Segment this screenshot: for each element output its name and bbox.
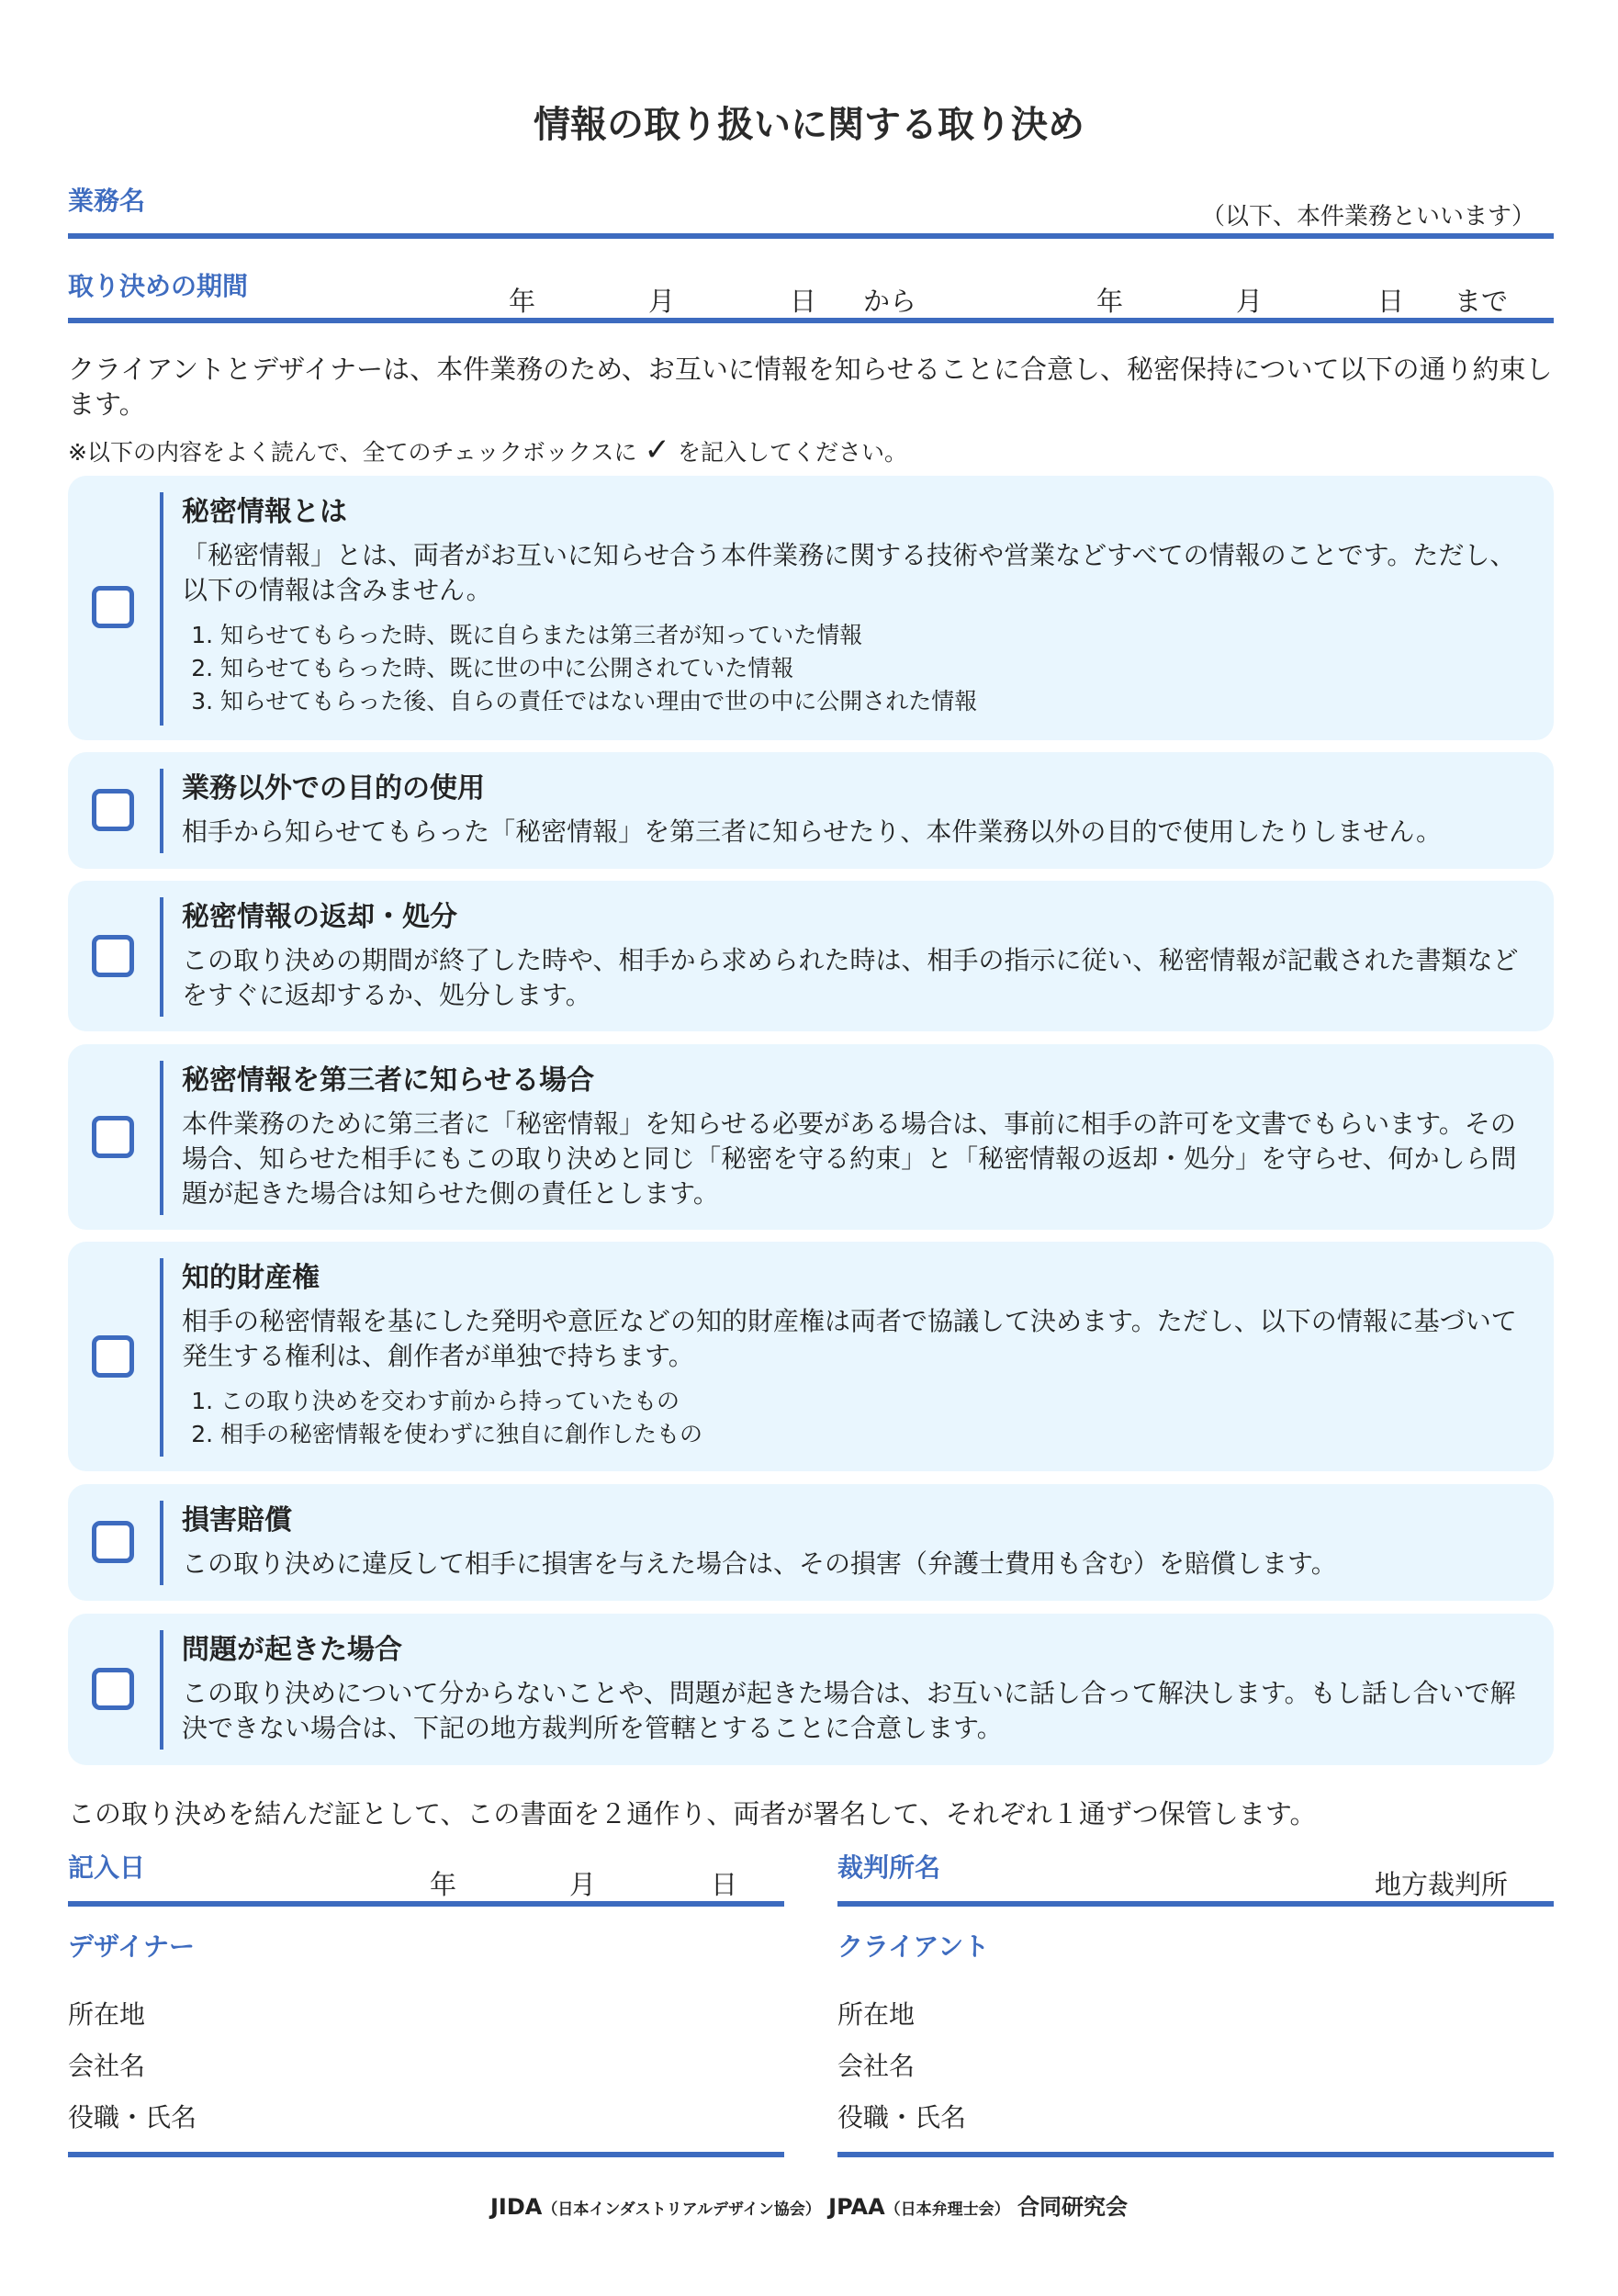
section-title: 業務以外での目的の使用 — [182, 772, 485, 805]
footer-jida-full: （日本インダストリアルデザイン協会） — [542, 2200, 821, 2219]
section-list — [182, 619, 1535, 718]
section-divider — [160, 897, 163, 1017]
client-label: クライアント — [837, 1931, 990, 1962]
list-item: 2. 知らせてもらった時、既に世の中に公開されていた情報 — [220, 652, 1535, 685]
section-card-damages — [68, 1484, 1554, 1601]
instruction-after: を記入してください。 — [677, 439, 907, 466]
section-divider — [160, 1258, 163, 1457]
client-company-label: 会社名 — [837, 2051, 916, 2081]
checkbox-damages[interactable] — [92, 1521, 134, 1563]
check-mark-icon: ✓ — [644, 432, 670, 468]
checkbox-confidential-info[interactable] — [92, 586, 134, 628]
period-row[interactable] — [68, 264, 1554, 323]
period-end-month: 月 — [1236, 286, 1264, 317]
period-end-year: 年 — [1096, 286, 1124, 317]
period-until: まで — [1455, 286, 1509, 317]
client-name-label: 役職・氏名 — [837, 2102, 967, 2133]
list-item: 1. この取り決めを交わす前から持っていたもの — [220, 1385, 1535, 1418]
section-body: 「秘密情報」とは、両者がお互いに知らせ合う本件業務に関する技術や営業などすべての情報のことです。ただし、以下の情報は含みません。 — [182, 540, 1516, 605]
footer-jpaa: JPAA — [828, 2194, 885, 2220]
section-title: 秘密情報とは — [182, 496, 347, 528]
period-from: から — [863, 286, 917, 317]
checkbox-third-party[interactable] — [92, 1116, 134, 1158]
section-divider — [160, 1061, 163, 1215]
section-title: 秘密情報の返却・処分 — [182, 901, 457, 933]
designer-label: デザイナー — [68, 1931, 196, 1962]
list-item: 3. 知らせてもらった後、自らの責任ではない理由で世の中に公開された情報 — [220, 685, 1535, 718]
period-start-year: 年 — [509, 286, 536, 317]
instruction-before: ※以下の内容をよく読んで、全てのチェックボックスに — [68, 439, 637, 466]
court-row[interactable] — [837, 1846, 1554, 1907]
instruction — [68, 432, 1554, 468]
section-title: 問題が起きた場合 — [182, 1634, 402, 1666]
designer-name-label: 役職・氏名 — [68, 2102, 197, 2133]
section-card-disputes — [68, 1614, 1554, 1765]
section-card-confidential-info — [68, 476, 1554, 740]
court-suffix: 地方裁判所 — [1374, 1869, 1508, 1900]
section-card-third-party — [68, 1044, 1554, 1230]
section-card-non-business-use — [68, 752, 1554, 869]
period-start-month: 月 — [648, 286, 676, 317]
entry-date-label: 記入日 — [68, 1852, 146, 1883]
list-item: 1. 知らせてもらった時、既に自らまたは第三者が知っていた情報 — [220, 619, 1535, 652]
section-divider — [160, 1501, 163, 1585]
entry-date-year: 年 — [430, 1869, 457, 1900]
section-body: 本件業務のために第三者に「秘密情報」を知らせる必要がある場合は、事前に相手の許可を文書でもらいます。その場合、知らせた相手にもこの取り決めと同じ「秘密を守る約束」と「秘密情報の返却・処分」を守らせ、何かしら問題が起きた場合は知らせた側の責任とします。 — [182, 1109, 1517, 1209]
list-item: 2. 相手の秘密情報を使わずに独自に創作したもの — [220, 1418, 1535, 1451]
period-start-day: 日 — [790, 286, 817, 317]
section-body: この取り決めの期間が終了した時や、相手から求められた時は、相手の指示に従い、秘密情報が記載された書類などをすぐに返却するか、処分します。 — [182, 945, 1519, 1010]
checkbox-non-business-use[interactable] — [92, 789, 134, 831]
entry-date-month: 月 — [569, 1869, 597, 1900]
section-list — [182, 1385, 1535, 1451]
designer-company-label: 会社名 — [68, 2051, 146, 2081]
business-name-row[interactable] — [68, 179, 1554, 239]
footer-jida: JIDA — [490, 2194, 543, 2220]
section-divider — [160, 1630, 163, 1750]
checkbox-return-disposal[interactable] — [92, 935, 134, 977]
section-card-intellectual-property — [68, 1242, 1554, 1471]
section-body: この取り決めについて分からないことや、問題が起きた場合は、お互いに話し合って解決します。もし話し合いで解決できない場合は、下記の地方裁判所を管轄とすることに合意します。 — [182, 1678, 1516, 1743]
designer-address-label: 所在地 — [68, 1999, 146, 2030]
period-end-day: 日 — [1377, 286, 1405, 317]
section-body: この取り決めに違反して相手に損害を与えた場合は、その損害（弁護士費用も含む）を賠償します。 — [182, 1548, 1337, 1579]
closing-statement: この取り決めを結んだ証として、この書面を２通作り、両者が署名して、それぞれ１通ずつ保管します。 — [68, 1798, 1317, 1829]
footer — [0, 2189, 1618, 2221]
section-card-return-disposal — [68, 881, 1554, 1031]
court-label: 裁判所名 — [837, 1852, 941, 1883]
footer-suffix: 合同研究会 — [1017, 2194, 1128, 2220]
client-signature-line — [837, 2152, 1554, 2157]
entry-date-row[interactable] — [68, 1846, 784, 1907]
checkbox-intellectual-property[interactable] — [92, 1335, 134, 1378]
section-title: 秘密情報を第三者に知らせる場合 — [182, 1064, 595, 1097]
footer-jpaa-full: （日本弁理士会） — [884, 2200, 1010, 2219]
client-address-label: 所在地 — [837, 1999, 916, 2030]
entry-date-day: 日 — [711, 1869, 738, 1900]
checkbox-disputes[interactable] — [92, 1668, 134, 1710]
period-label: 取り決めの期間 — [68, 271, 249, 301]
business-name-note: （以下、本件業務といいます） — [1200, 203, 1535, 231]
section-body: 相手の秘密情報を基にした発明や意匠などの知的財産権は両者で協議して決めます。ただし、以下の情報に基づいて発生する権利は、創作者が単独で持ちます。 — [182, 1306, 1517, 1371]
section-body: 相手から知らせてもらった「秘密情報」を第三者に知らせたり、本件業務以外の目的で使用したりしません。 — [182, 816, 1443, 847]
section-title: 損害賠償 — [182, 1504, 292, 1536]
section-title: 知的財産権 — [182, 1262, 320, 1294]
section-divider — [160, 769, 163, 853]
section-divider — [160, 492, 163, 726]
designer-signature-line — [68, 2152, 784, 2157]
page-title: 情報の取り扱いに関する取り決め — [534, 104, 1084, 146]
intro-text: クライアントとデザイナーは、本件業務のため、お互いに情報を知らせることに合意し、秘密保持について以下の通り約束します。 — [68, 354, 1553, 420]
business-name-label: 業務名 — [68, 186, 146, 216]
